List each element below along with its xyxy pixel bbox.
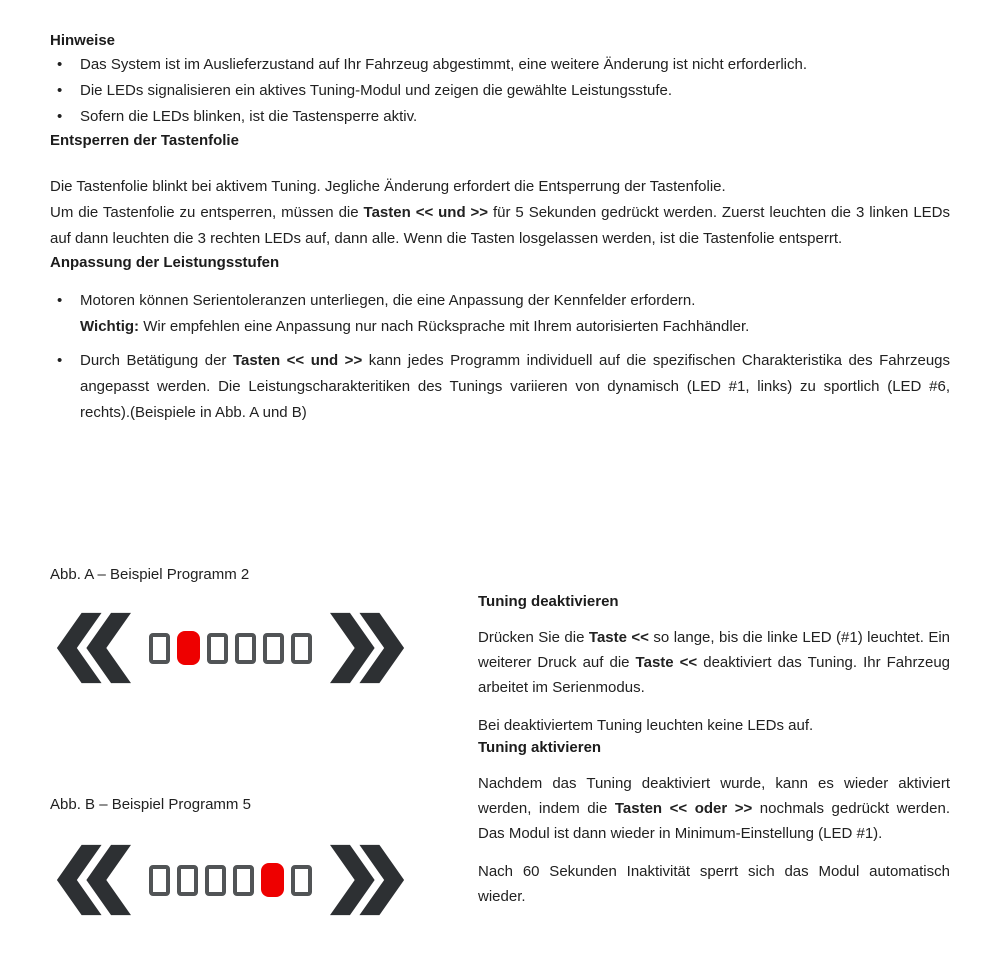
double-chevron-left-icon (55, 612, 131, 684)
text-segment: Drücken Sie die (478, 629, 589, 646)
bullet-text (80, 348, 950, 426)
text-segment: Um die Tastenfolie zu entsperren, müssen die (50, 204, 364, 221)
led (233, 865, 254, 896)
led-panel-figure-b (55, 844, 406, 916)
text-segment-bold: Tasten << oder >> (614, 800, 753, 817)
led-row (149, 631, 312, 665)
unlock-paragraph-1: Die Tastenfolie blinkt bei aktivem Tuning. Jegliche Änderung erfordert die Entsperrung der Tastenfolie. (50, 178, 726, 195)
bullet-text: Die LEDs signalisieren ein aktives Tuning-Modul und zeigen die gewählte Leistungsstufe. (80, 82, 673, 99)
text-segment: so lange, bis die linke LED (#1) leuchtet. Ein weiterer Druck auf die (478, 629, 950, 671)
bullet-text: Das System ist im Auslieferzustand auf Ihr Fahrzeug abgestimmt, eine weitere Änderung ist nicht erforderlich. (80, 56, 807, 73)
led (177, 865, 198, 896)
text-segment-bold: Tasten << und >> (232, 352, 363, 369)
list-item (50, 348, 950, 426)
led (291, 865, 312, 896)
auto-lock-note: Nach 60 Sekunden Inaktivität sperrt sich das Modul automatisch wieder. (478, 863, 950, 905)
main-text-column (50, 30, 950, 426)
text-segment: Durch Betätigung der (80, 352, 233, 369)
unlock-paragraph-2 (50, 200, 950, 252)
led (177, 631, 200, 665)
double-chevron-left-icon (55, 844, 131, 916)
led-panel-figure-a (55, 612, 406, 684)
section-title-entsperren: Entsperren der Tastenfolie (50, 132, 239, 149)
section-title-hinweise: Hinweise (50, 32, 116, 49)
led (291, 633, 312, 664)
text-segment-bold: Tasten << und >> (363, 204, 489, 221)
led (149, 633, 170, 664)
bullet-text: Sofern die LEDs blinken, ist die Tastensperre aktiv. (80, 108, 418, 125)
two-column-region (50, 558, 950, 958)
figure-a-label: Abb. A – Beispiel Programm 2 (50, 566, 250, 583)
section-title-tuning-deaktivieren: Tuning deaktivieren (478, 593, 619, 610)
led (235, 633, 256, 664)
text-segment: für 5 Sekunden gedrückt werden. Zuerst leuchten die 3 linken LEDs auf dann leuchten die 3 rechten LEDs auf, dann alle. Wenn die Tasten losgelassen werden, ist die Tastenfolie entsperrt. (50, 204, 951, 247)
bullet-marker: • (57, 56, 63, 73)
led (261, 863, 284, 897)
text-segment: nochmals gedrückt werden. Das Modul ist dann wieder in Minimum-Einstellung (LED #1). (478, 800, 950, 842)
text-segment-bold: Taste << (635, 654, 698, 671)
bullet-marker: • (57, 352, 63, 369)
text-segment-bold: Taste << (588, 629, 649, 646)
section-title-tuning-aktivieren: Tuning aktivieren (478, 739, 602, 756)
double-chevron-right-icon (330, 844, 406, 916)
text-segment: kann jedes Programm individuell auf die spezifischen Charakteristika des Fahrzeugs angepasst werden. Die Leistungscharakteritiken des Tunings variieren von dynamisch (LED #1, links) zu sportlich (LED #6, rechts).(Beispiele in Abb. A und B) (80, 352, 951, 421)
deactivate-note: Bei deaktiviertem Tuning leuchten keine LEDs auf. (478, 717, 814, 734)
led (149, 865, 170, 896)
section-title-anpassung: Anpassung der Leistungsstufen (50, 254, 280, 271)
led (263, 633, 284, 664)
figure-b-label: Abb. B – Beispiel Programm 5 (50, 796, 251, 813)
list-item (50, 104, 950, 130)
list-item (50, 288, 950, 340)
instructions-column (478, 592, 950, 909)
text-segment: Motoren können Serientoleranzen unterliegen, die eine Anpassung der Kennfelder erfordern. (80, 292, 696, 309)
led-row (149, 863, 312, 897)
bullet-marker: • (57, 292, 63, 309)
bullet-marker: • (57, 82, 63, 99)
activate-paragraph (478, 771, 950, 846)
double-chevron-right-icon (330, 612, 406, 684)
text-segment-bold: Wichtig: (80, 318, 140, 335)
deactivate-paragraph (478, 625, 950, 700)
list-item (50, 78, 950, 104)
led (205, 865, 226, 896)
text-segment: Wir empfehlen eine Anpassung nur nach Rücksprache mit Ihrem autorisierten Fachhändler. (139, 318, 750, 335)
led (207, 633, 228, 664)
bullet-marker: • (57, 108, 63, 125)
text-segment: deaktiviert das Tuning. Ihr Fahrzeug arbeitet im Serienmodus. (478, 654, 951, 696)
list-item (50, 52, 950, 78)
bullet-text (80, 288, 950, 340)
text-segment: Nachdem das Tuning deaktiviert wurde, kann es wieder aktiviert werden, indem die (478, 775, 950, 817)
